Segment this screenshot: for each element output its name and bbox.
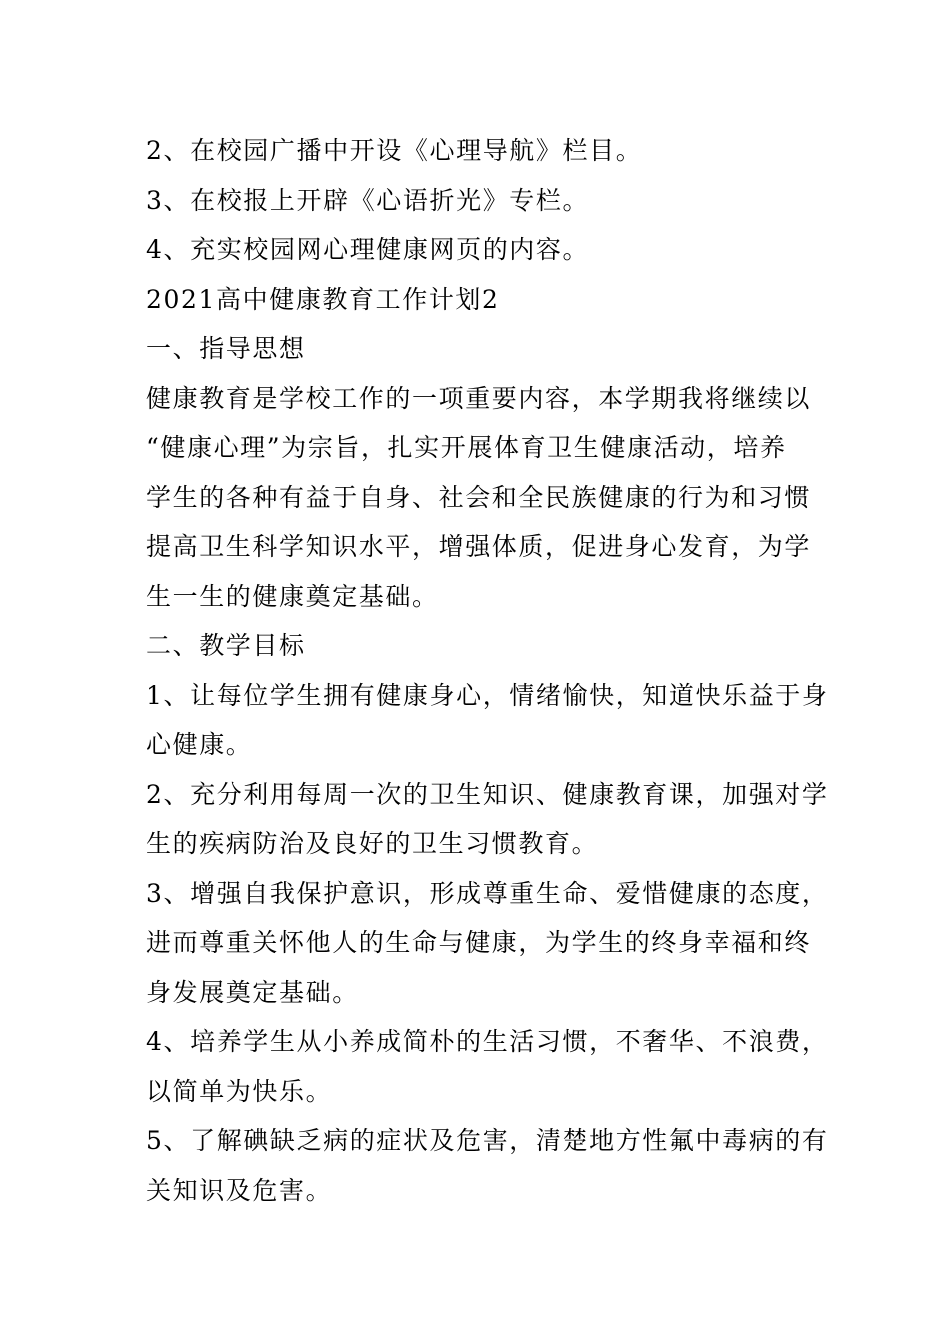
section-title: 2021高中健康教育工作计划2 [146,284,500,314]
paragraph-line: 提高卫生科学知识水平，增强体质，促进身心发育，为学 [146,532,812,561]
paragraph-line: “健康心理”为宗旨，扎实开展体育卫生健康活动，培养 [146,433,787,462]
paragraph-line: 生一生的健康奠定基础。 [146,581,439,611]
list-item-website: 4、充实校园网心理健康网页的内容。 [146,235,590,264]
goal-item-3-cont: 身发展奠定基础。 [146,977,359,1007]
paragraph-line: 健康教育是学校工作的一项重要内容，本学期我将继续以 [146,383,812,413]
goal-item-2-cont: 生的疾病防治及良好的卫生习惯教育。 [146,829,599,858]
goal-item-2: 2、充分利用每周一次的卫生知识、健康教育课，加强对学 [146,779,829,809]
goal-item-5: 5、了解碘缺乏病的症状及危害，清楚地方性氟中毒病的有 [146,1126,829,1155]
paragraph-line: 学生的各种有益于自身、社会和全民族健康的行为和习惯 [146,482,812,512]
goal-item-3-cont: 进而尊重关怀他人的生命与健康，为学生的终身幸福和终 [146,928,812,957]
goal-item-5-cont: 关知识及危害。 [146,1175,333,1205]
goal-item-4-cont: 以简单为快乐。 [146,1076,333,1106]
goal-item-4: 4、培养学生从小养成简朴的生活习惯，不奢华、不浪费， [146,1027,829,1056]
heading-guiding-ideology: 一、指导思想 [146,334,306,363]
list-item-broadcast: 2、在校园广播中开设《心理导航》栏目。 [146,136,643,165]
list-item-school-paper: 3、在校报上开辟《心语折光》专栏。 [146,185,590,215]
document-body [146,126,829,1215]
heading-teaching-goals: 二、教学目标 [146,631,306,660]
goal-item-1-cont: 心健康。 [146,730,253,759]
goal-item-1: 1、让每位学生拥有健康身心，情绪愉快，知道快乐益于身 [146,680,829,710]
goal-item-3: 3、增强自我保护意识，形成尊重生命、爱惜健康的态度， [146,878,829,908]
